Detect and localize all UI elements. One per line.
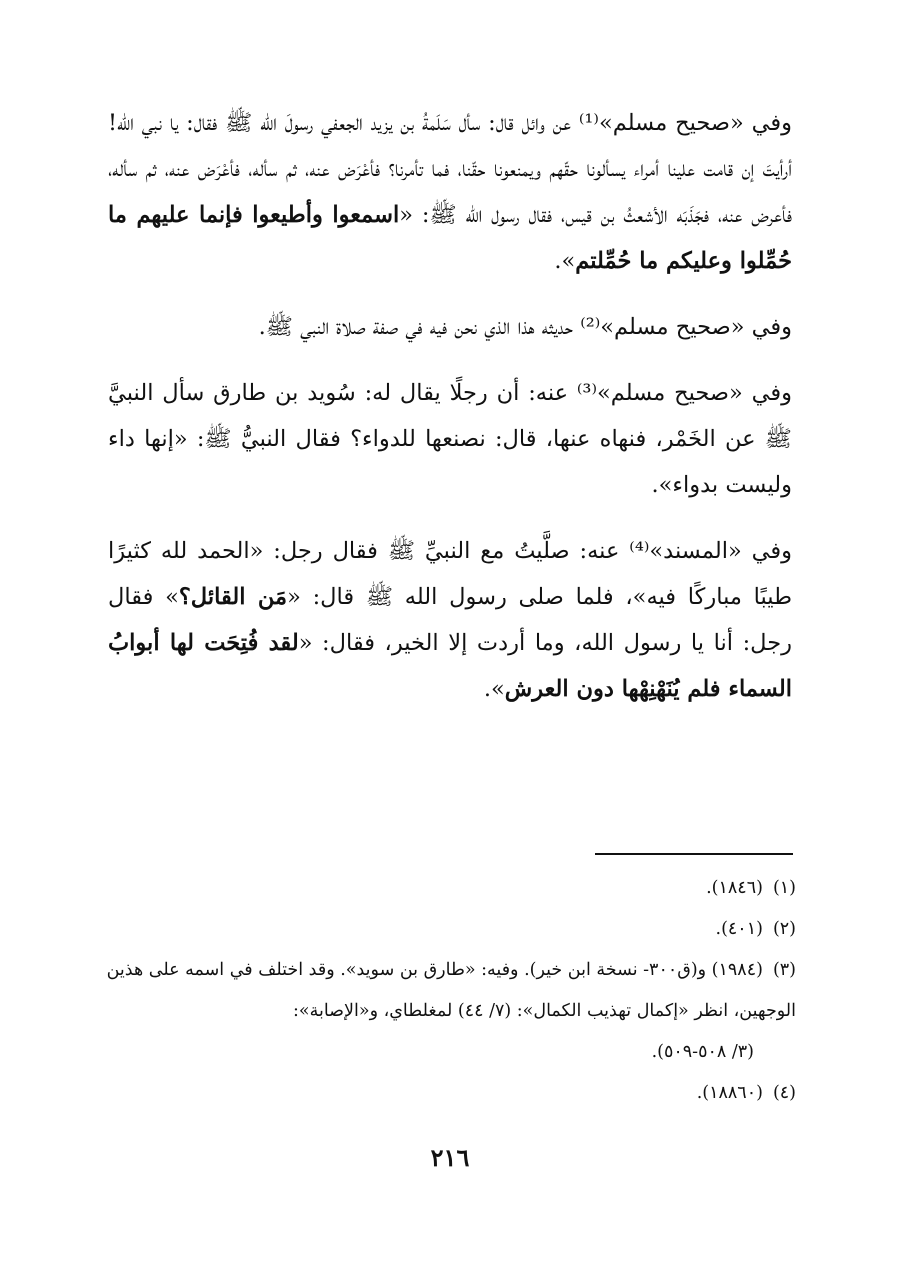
footnote-4-text: (١٨٨٦٠).	[696, 1083, 763, 1103]
footnote-3-text: (١٩٨٤) و(ق٣٠٠- نسخة ابن خير). وفيه: «طارق بن سويد». وقد اختلف في اسمه على هذين الوجهين، انظر «إكمال تهذيب الكمال»: (٧/ ٤٤) لمغلطاي، و«الإصابة»:	[106, 960, 796, 1021]
paragraph-4-end: ».	[483, 676, 505, 702]
footnote-2	[106, 909, 796, 950]
paragraph-4	[108, 528, 792, 712]
paragraph-1-end: ».	[554, 248, 576, 274]
footnote-3-continuation: (٣/ ٥٠٨-٥٠٩).	[651, 1042, 754, 1062]
paragraph-4-hadith-bold: لقد فُتِحَت لها أبوابُ السماء فلم يُنَهْنِهْها دون العرش	[108, 630, 792, 702]
paragraph-3	[108, 370, 792, 508]
paragraph-1-text: وفي «صحيح مسلم»⁽¹⁾ عن وائل قال: سأل سَلَمةُ بن يزيد الجعفي رسولَ الله ﷺ فقال: يا نبي الله! أرأيتَ إن قامت علينا أمراء يسألونا حقّهم ويمنعونا حقّنا، فما تأمرنا؟ فأعْرَض عنه، ثم سأله، فأعْرَض عنه، ثم سأله، فأعرض عنه، فجَذَبَه الأشعثُ بن قيس، فقال رسول الله ﷺ: «	[108, 110, 792, 228]
footnote-3-number: (٣)	[772, 960, 796, 980]
footnote-4-number: (٤)	[772, 1083, 796, 1103]
footnote-2-text: (٤٠١).	[715, 919, 763, 939]
footnote-3	[106, 950, 796, 1032]
paragraph-3-text: وفي «صحيح مسلم»⁽³⁾ عنه: أن رجلًا يقال له: سُويد بن طارق سأل النبيَّ ﷺ عن الخَمْر، فنهاه عنها، قال: نصنعها للدواء؟ فقال النبيُّ ﷺ: «إنها داء وليست بدواء».	[108, 380, 792, 498]
footnote-4	[106, 1073, 796, 1114]
paragraph-4-question-bold: مَن القائل؟	[178, 584, 288, 610]
paragraph-2-text: وفي «صحيح مسلم»⁽²⁾ حديثه هذا الذي نحن فيه في صفة صلاة النبي ﷺ.	[258, 314, 792, 340]
paragraph-4-middle: » فقال رجل: أنا يا رسول الله، وما أردت إلا الخير، فقال: «	[108, 584, 792, 656]
footnote-1-number: (١)	[772, 878, 796, 898]
page-number: ٢١٦	[430, 1143, 470, 1172]
paragraph-4-text: وفي «المسند»⁽⁴⁾ عنه: صلَّيتُ مع النبيِّ ﷺ فقال رجل: «الحمد لله كثيرًا طيبًا مباركًا فيه»، فلما صلى رسول الله ﷺ قال: «	[108, 538, 793, 610]
footnote-1	[106, 868, 796, 909]
paragraph-1-hadith-bold: اسمعوا وأطيعوا فإنما عليهم ما حُمِّلوا وعليكم ما حُمِّلتم	[108, 202, 792, 274]
footnote-1-text: (١٨٤٦).	[706, 878, 763, 898]
footnote-2-number: (٢)	[772, 919, 796, 939]
paragraph-1	[108, 100, 792, 284]
footnotes	[106, 868, 796, 1114]
footnote-separator	[595, 853, 793, 855]
paragraph-2	[108, 304, 792, 350]
